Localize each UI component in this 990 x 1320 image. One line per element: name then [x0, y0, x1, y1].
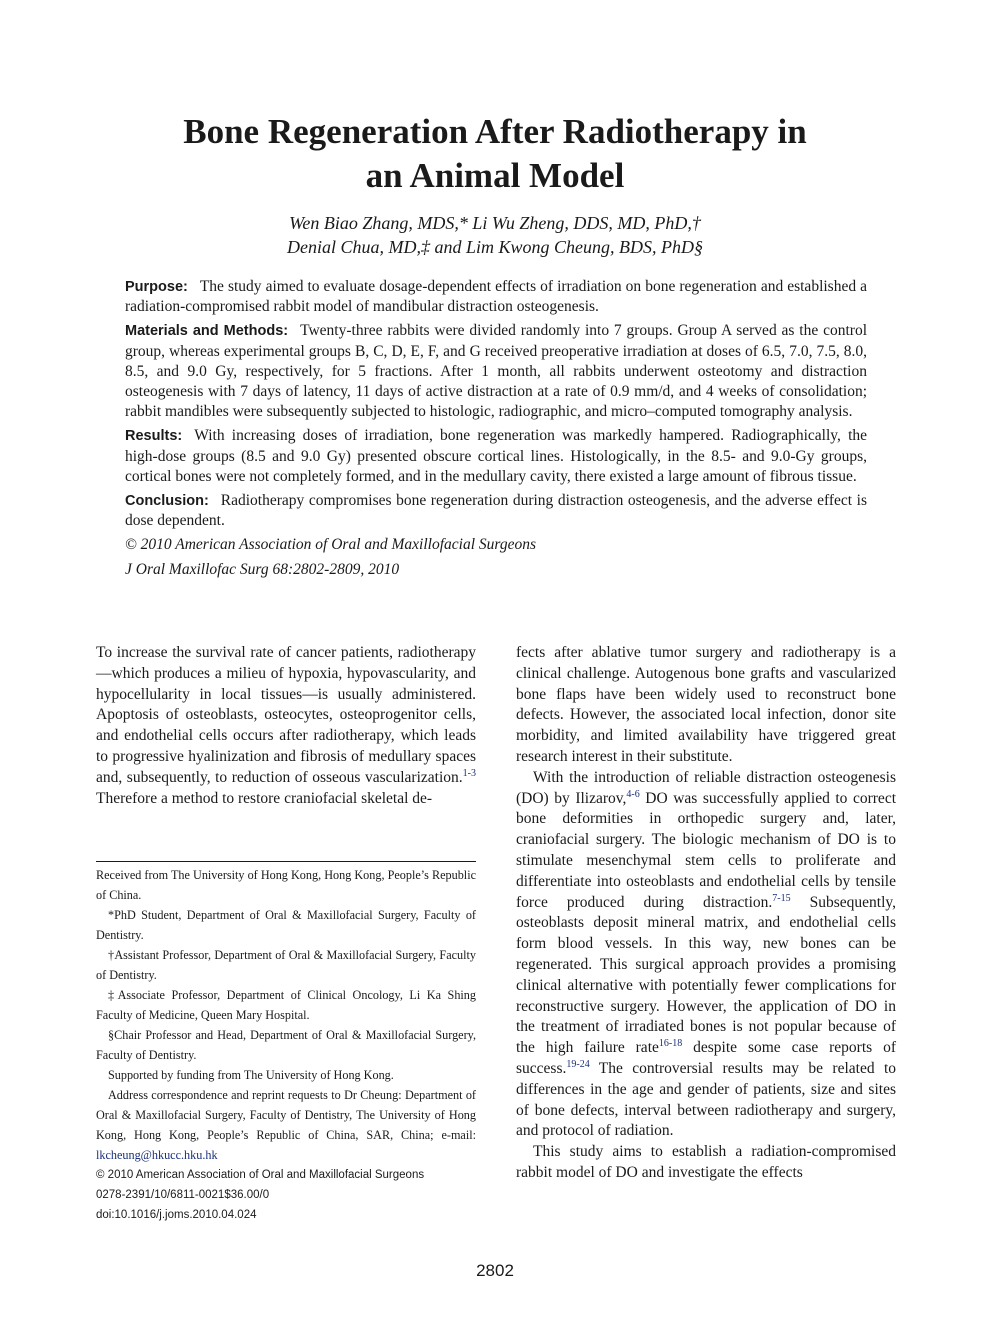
footnote-author-1: *PhD Student, Department of Oral & Maxillofacial Surgery, Faculty of Dentistry.: [96, 908, 476, 942]
body-text: Subsequently, osteoblasts deposit mineral matrix, and endothelial cells form blood vessels. In this way, new bones can be regenerated. This surgical approach provides a promising clinical alternative with potentially fewer complications for reconstructive surgery. However, the application of DO in the treatment of irradiated bones is not popular because of the high failure rate: [516, 893, 896, 1057]
title-line-2: an Animal Model: [365, 156, 625, 195]
page-number: 2802: [476, 1261, 514, 1280]
authors-line-2: Denial Chua, MD,‡ and Lim Kwong Cheung, BDS, PhD§: [287, 237, 703, 257]
abstract-results: [125, 426, 867, 487]
conclusion-heading: Conclusion:: [125, 493, 209, 510]
body-paragraph-3: This study aims to establish a radiation-compromised rabbit model of DO and investigate the effects: [516, 1143, 896, 1181]
right-column: [516, 643, 896, 1184]
abstract-purpose: [125, 277, 867, 317]
footnote-copyright: © 2010 American Association of Oral and Maxillofacial Surgeons: [96, 1169, 425, 1181]
footnote-correspondence: [96, 1085, 476, 1165]
title-line-1: Bone Regeneration After Radiotherapy in: [183, 112, 807, 151]
footnote-doi: doi:10.1016/j.joms.2010.04.024: [96, 1209, 257, 1221]
reference-link[interactable]: 4-6: [626, 788, 640, 800]
results-text: With increasing doses of irradiation, bone regeneration was markedly hampered. Radiographically, the high-dose groups (8.5 and 9.0 Gy) presented obscure cortical lines. Histologically, in the 8.5- and 9.0-Gy groups, cortical bones were not completely formed, and in the medullary cavity, there existed a large amount of fibrous tissue.: [125, 427, 867, 485]
footnotes: [96, 865, 476, 1225]
body-paragraph-1: fects after ablative tumor surgery and radiotherapy is a clinical challenge. Autogenous bone grafts and vascularized bone flaps have been widely used to reconstruct bone defects. However, the associated local infection, donor site morbidity, and limited availability have triggered great research interest in their substitute.: [516, 644, 896, 765]
correspondence-address: Address correspondence and reprint requests to Dr Cheung: Department of Oral & Maxillofacial Surgery, Faculty of Dentistry, The University of Hong Kong, Hong Kong, People’s Republic of China, SAR, China; e-mail:: [96, 1088, 476, 1142]
footnote-funding: Supported by funding from The University of Hong Kong.: [108, 1068, 394, 1082]
intro-text-a: To increase the survival rate of cancer patients, radiotherapy—which produces a milieu of hypoxia, hypovascularity, and hypocellularity in local tissues—is usually administered. Apoptosis of osteoblasts, osteocytes, osteoprogenitor cells, and endothelial cells occurs after radiotherapy, which leads to progressive hyalinization and fibrosis of medullary spaces and, subsequently, to reduction of osseous vascularization.: [96, 644, 476, 786]
footnote-author-2: †Assistant Professor, Department of Oral & Maxillofacial Surgery, Faculty of Dentistry.: [96, 948, 476, 982]
footnote-author-3: ‡Associate Professor, Department of Clinical Oncology, Li Ka Shing Faculty of Medicine, Queen Mary Hospital.: [96, 988, 476, 1022]
methods-heading: Materials and Methods:: [125, 323, 289, 340]
intro-paragraph: [96, 643, 476, 809]
body-paragraph-2: [516, 768, 896, 1142]
purpose-heading: Purpose:: [125, 279, 188, 295]
abstract-conclusion: [125, 491, 867, 531]
journal-citation: J Oral Maxillofac Surg 68:2802-2809, 2010: [125, 560, 400, 578]
article-title: [0, 110, 990, 198]
abstract-methods: [125, 321, 867, 422]
left-column: [96, 643, 476, 809]
purpose-text: The study aimed to evaluate dosage-dependent effects of irradiation on bone regeneration and established a radiation-compromised rabbit model of mandibular distraction osteogenesis.: [125, 278, 867, 316]
abstract-copyright: © 2010 American Association of Oral and Maxillofacial Surgeons: [125, 536, 537, 554]
author-list: [0, 211, 990, 259]
authors-line-1: Wen Biao Zhang, MDS,* Li Wu Zheng, DDS, MD, PhD,†: [289, 213, 701, 233]
footnote-issn: 0278-2391/10/6811-0021$36.00/0: [96, 1189, 270, 1201]
methods-text: Twenty-three rabbits were divided randomly into 7 groups. Group A served as the control group, whereas experimental groups B, C, D, E, F, and G received preoperative irradiation at doses of 6.5, 7.0, 7.5, 8.0, 8.5, and 9.0 Gy, respectively, for 5 fractions. After 1 month, all rabbits underwent osteotomy and distraction osteogenesis with 7 days of latency, 11 days of active distraction at a rate of 0.9 mm/d, and 4 weeks of consolidation; rabbit mandibles were subsequently subjected to histologic, radiographic, and micro–computed tomography analysis.: [125, 322, 867, 421]
reference-link[interactable]: 19-24: [566, 1058, 590, 1070]
conclusion-text: Radiotherapy compromises bone regeneration during distraction osteogenesis, and the adverse effect is dose dependent.: [125, 492, 867, 530]
body-text: DO was successfully applied to correct bone deformities in orthopedic surgery and, later, craniofacial surgery. The biologic mechanism of DO is to stimulate mesenchymal stem cells to proliferate and differentiate into osteoblasts and endothelial cells by tensile force produced during distraction.: [516, 789, 896, 911]
intro-text-b: Therefore a method to restore craniofacial skeletal de-: [96, 789, 433, 807]
body-text: The controversial results may be related to differences in the age and gender of patients, size and sites of bone defects, interval between radiotherapy and surgery, and protocol of radiation.: [516, 1059, 896, 1140]
footnote-received: Received from The University of Hong Kong, Hong Kong, People’s Republic of China.: [96, 868, 476, 902]
footnote-author-4: §Chair Professor and Head, Department of Oral & Maxillofacial Surgery, Faculty of Dentistry.: [96, 1028, 476, 1062]
results-heading: Results:: [125, 428, 183, 445]
body-text: With the introduction of reliable distraction osteogenesis (DO) by Ilizarov,: [516, 768, 896, 807]
abstract: [125, 277, 867, 584]
footnote-divider: [96, 861, 476, 862]
reference-link[interactable]: 7-15: [772, 892, 791, 904]
reference-link[interactable]: 1-3: [462, 767, 476, 779]
email-link[interactable]: lkcheung@hkucc.hku.hk: [96, 1148, 218, 1162]
reference-link[interactable]: 16-18: [658, 1037, 683, 1049]
body-text: despite some case reports of success.: [516, 1039, 897, 1077]
